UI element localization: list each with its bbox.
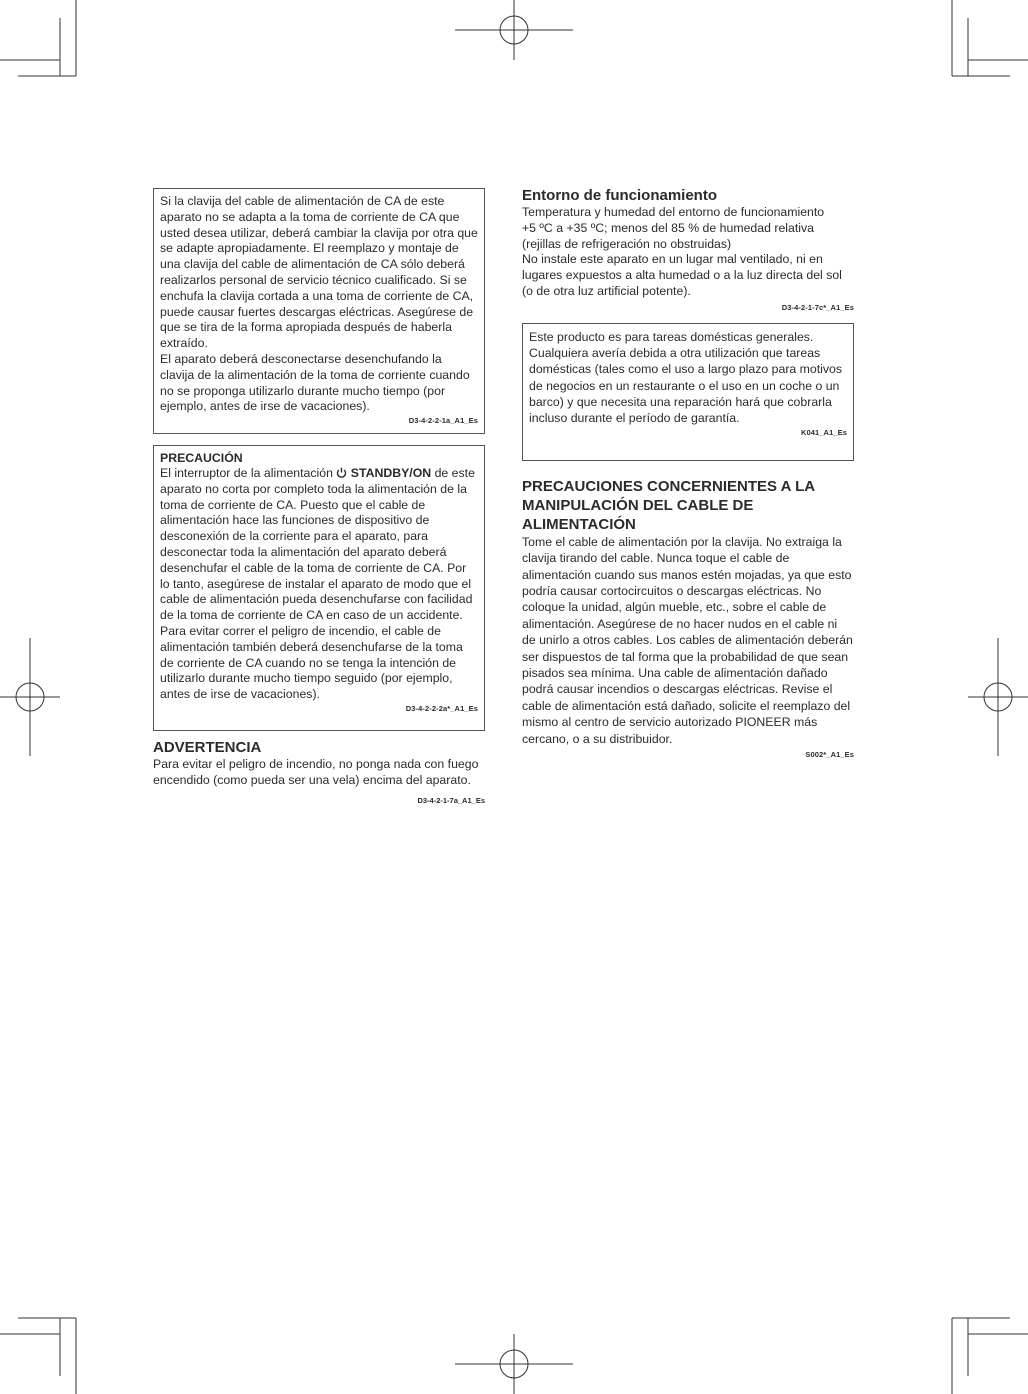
- right-column: [522, 186, 854, 760]
- standby-on-label: STANDBY/ON: [350, 466, 432, 480]
- caution-text-after: de este aparato no corta por completo toda la alimentación de la toma de corriente de CA. Puesto que el cable de alimentación hace las funciones de dispositivo de desconexión de la corriente para el aparato, para desconectar toda la alimentación del aparato deberá desenchufar el cable de la toma de corriente de CA. Por lo tanto, asegúrese de instalar el aparato de modo que el cable de alimentación pueda desenchufarse con facilidad de la toma de corriente de CA en caso de un accidente. Para evitar correr el peligro de incendio, el cable de alimentación también deberá desenchufarse de la toma de corriente de CA cuando no se tenga la intención de utilizarlo durante mucho tiempo seguido (por ejemplo, antes de irse de vacaciones).: [160, 466, 475, 702]
- cable-precautions-code: S002*_A1_Es: [805, 750, 854, 760]
- warning-text-body: Para evitar el peligro de incendio, no ponga nada con fuego encendido (como pueda ser una vela) encima del aparato.: [153, 757, 479, 787]
- plug-notice-box: [153, 188, 485, 434]
- caution-code: D3-4-2-2-2a*_A1_Es: [405, 703, 478, 713]
- warning-section: [153, 738, 485, 805]
- caution-box: [153, 445, 485, 731]
- household-use-text: Este producto es para tareas domésticas generales. Cualquiera avería debida a otra utilización que tareas domésticas (tales como el uso a largo plazo para motivos de negocios en un restaurante o el uso en un coche o un barco) y que necesita una reparación hará que cobrarla incluso durante el período de garantía.: [529, 329, 843, 426]
- household-use-box: [522, 323, 854, 461]
- left-column: [153, 188, 485, 808]
- caution-title: PRECAUCIÓN: [160, 451, 243, 465]
- warning-title: ADVERTENCIA: [153, 739, 262, 756]
- warning-code: D3-4-2-1-7a_A1_Es: [417, 795, 485, 805]
- registration-mark-right: [968, 638, 1028, 756]
- cable-precautions-title: PRECAUCIONES CONCERNIENTES A LA MANIPULACIÓN DEL CABLE DE ALIMENTACIÓN: [522, 477, 815, 533]
- registration-mark-top: [455, 0, 573, 60]
- plug-notice-text: Si la clavija del cable de alimentación de CA de este aparato no se adapta a la toma de corriente de CA que usted desea utilizar, deberá cambiar la clavija por otra que se adapte apropiadamente. El reemplazo y montaje de una clavija del cable de alimentación de CA sólo deberá realizarlos personal de servicio técnico cualificado. Si se enchufa la clavija cortada a una toma de corriente de CA, puede causar fuertes descargas eléctricas. Asegúrese de que se tira de la forma apropiada después de haberla extraído. El aparato deberá desconectarse desenchufando la clavija de la alimentación de la toma de corriente cuando no se proponga utilizarlo durante mucho tiempo (por ejemplo, antes de irse de vacaciones).: [160, 194, 478, 414]
- environment-title: Entorno de funcionamiento: [522, 187, 717, 204]
- cable-precautions-text: Tome el cable de alimentación por la clavija. No extraiga la clavija tirando del cable. Nunca toque el cable de alimentación cuando sus manos estén mojadas, ya que esto podría causar cortocircuitos o descargas eléctricas. No coloque la unidad, algún mueble, etc., sobre el cable de alimentación. Asegúrese de no hacer nudos en el cable ni de unirlo a otros cables. Los cables de alimentación deberán ser dispuestos de tal forma que la probabilidad de que sean pisados sea mínima. Una cable de alimentación dañado podrá causar incendios o descargas eléctricas. Revise el cable de alimentación está dañado, solicite el reemplazo del mismo al centro de servicio autorizado PIONEER más cercano, o a su distribuidor.: [522, 534, 853, 746]
- cable-precautions-section: [522, 477, 854, 760]
- caution-text-before: El interruptor de la alimentación: [160, 466, 333, 480]
- registration-mark-left: [0, 638, 60, 756]
- caution-text: [160, 466, 478, 703]
- environment-section: [522, 186, 854, 313]
- household-use-code: K041_A1_Es: [800, 427, 847, 437]
- power-icon: [336, 467, 347, 478]
- environment-text: Temperatura y humedad del entorno de funcionamiento +5 ºC a +35 ºC; menos del 85 % de humedad relativa (rejillas de refrigeración no obstruidas) No instale este aparato en un lugar mal ventilado, ni en lugares expuestos a alta humedad o a la luz directa del sol (o de otra luz artificial potente).: [522, 205, 842, 298]
- warning-text: [153, 757, 485, 805]
- environment-code: D3-4-2-1-7c*_A1_Es: [781, 302, 854, 312]
- plug-notice-code: D3-4-2-2-1a_A1_Es: [408, 416, 478, 426]
- registration-mark-bottom: [455, 1334, 573, 1394]
